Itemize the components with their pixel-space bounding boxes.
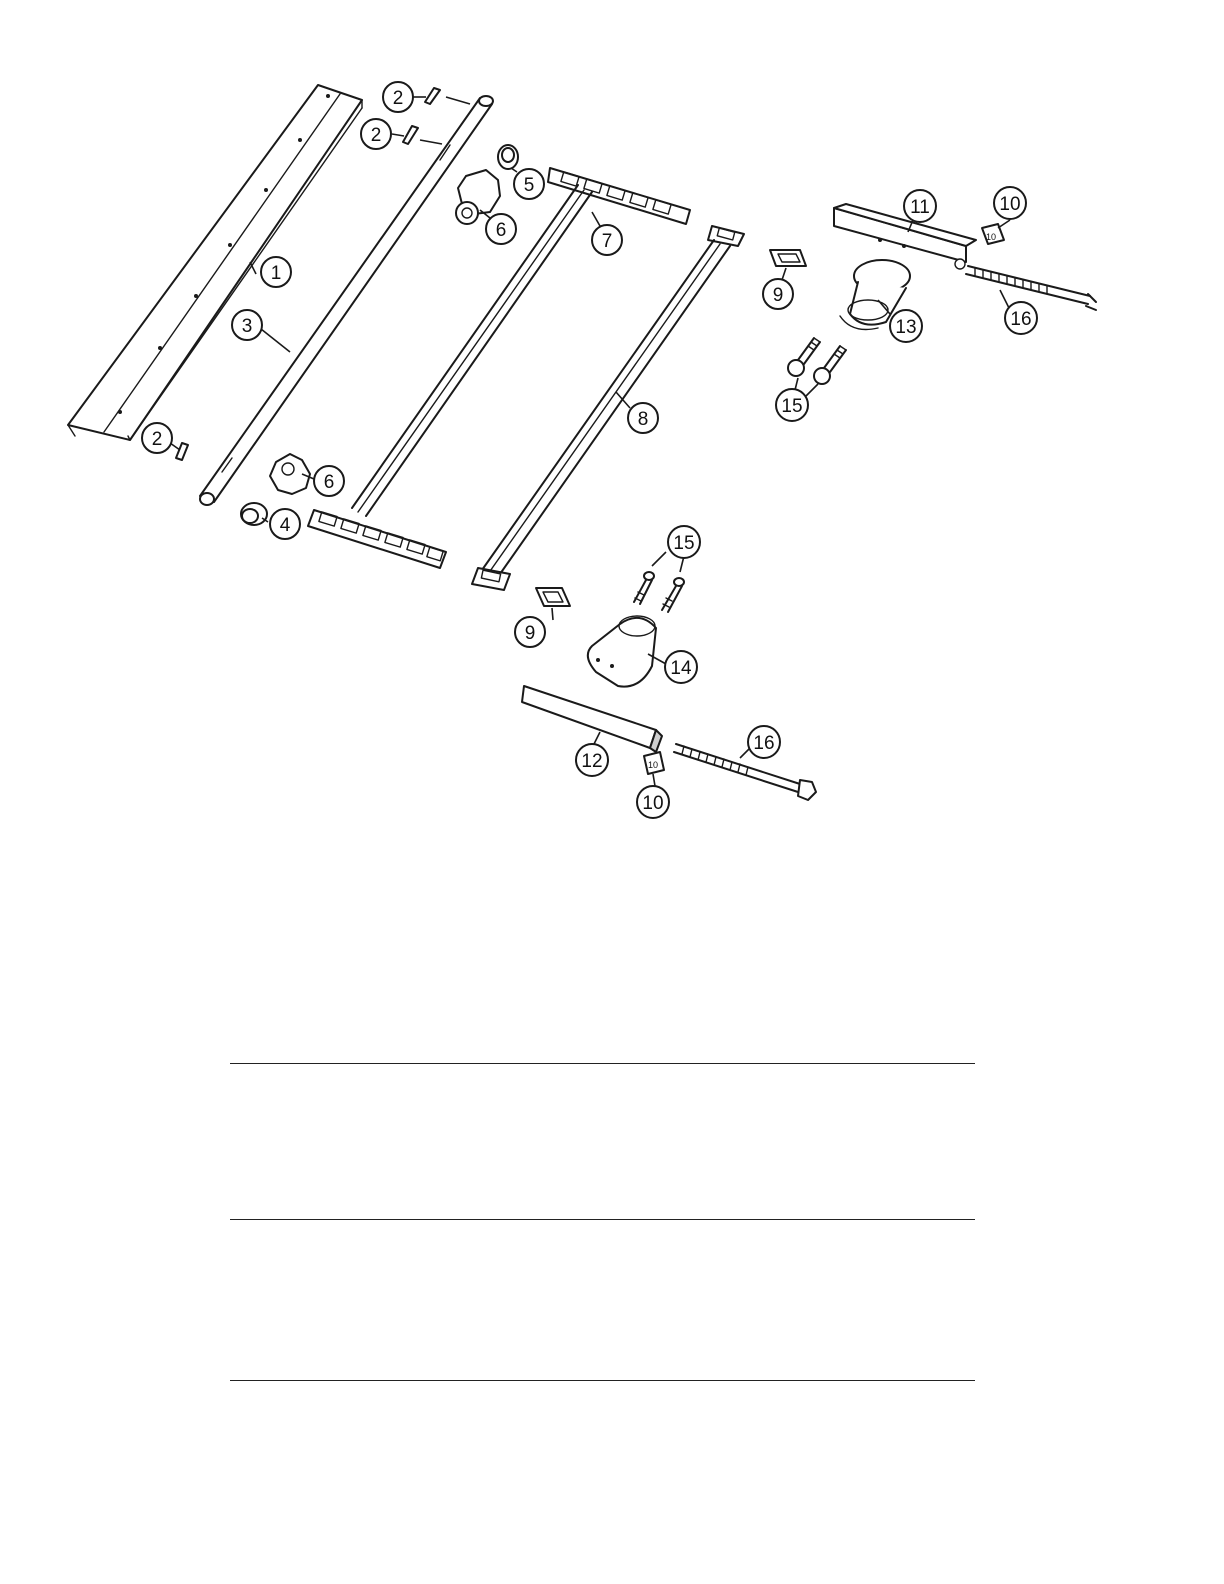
callout-1 (261, 257, 291, 287)
callout-15-upper (776, 389, 808, 421)
part-9-square-washer-top (770, 250, 806, 266)
callout-16-top (1005, 302, 1037, 334)
horizontal-rule-3 (230, 1380, 975, 1381)
callout-15-lower (668, 526, 700, 558)
callout-2-middle (361, 119, 391, 149)
svg-text:8: 8 (637, 409, 649, 430)
part-4-bushing (241, 503, 267, 525)
leader-lines (170, 97, 1010, 786)
callout-2-bottom (142, 423, 172, 453)
part-16-threaded-rod-top (966, 266, 1096, 310)
callout-6-bottom (314, 466, 344, 496)
nut-label-top: 10 (986, 232, 997, 242)
nut-label-bottom: 10 (648, 760, 659, 770)
svg-text:14: 14 (670, 658, 692, 679)
svg-text:12: 12 (581, 751, 603, 772)
svg-text:10: 10 (999, 194, 1021, 215)
callout-8 (628, 403, 658, 433)
part-12-flat-angle (522, 686, 662, 752)
svg-text:15: 15 (781, 396, 803, 417)
svg-text:4: 4 (279, 515, 291, 536)
svg-text:15: 15 (673, 533, 695, 554)
callout-13 (890, 310, 922, 342)
part-15-bolt-lower-left (634, 572, 654, 604)
callout-10-top (994, 187, 1026, 219)
svg-text:5: 5 (523, 175, 535, 196)
part-15-bolt-lower-right (662, 578, 684, 612)
part-3-shaft (200, 96, 493, 505)
svg-text:16: 16 (1010, 309, 1032, 330)
callout-9-top (763, 279, 793, 309)
callout-10-bottom (637, 786, 669, 818)
callout-3 (232, 310, 262, 340)
svg-text:1: 1 (270, 263, 282, 284)
callout-9-bottom (515, 617, 545, 647)
callout-16-bottom (748, 726, 780, 758)
part-15-bolt-upper-right (814, 346, 846, 384)
part-5-bushing (498, 145, 518, 169)
svg-text:16: 16 (753, 733, 775, 754)
part-8-angle-rail (472, 226, 744, 590)
svg-text:7: 7 (601, 231, 613, 252)
part-2-key-bottom (176, 443, 188, 460)
horizontal-rule-2 (230, 1219, 975, 1220)
svg-text:3: 3 (241, 316, 253, 337)
part-10-square-nut-bottom (644, 752, 664, 774)
svg-text:9: 9 (772, 285, 784, 306)
svg-text:2: 2 (370, 125, 382, 146)
part-14-cam (588, 616, 656, 687)
part-2-key-top (425, 88, 440, 104)
horizontal-rule-1 (230, 1063, 975, 1064)
callout-6-top (486, 214, 516, 244)
svg-text:11: 11 (910, 197, 930, 218)
callout-11 (904, 190, 936, 222)
svg-text:9: 9 (524, 623, 536, 644)
callout-4 (270, 509, 300, 539)
part-2-key-middle (403, 126, 418, 144)
callout-5 (514, 169, 544, 199)
callout-2-top (383, 82, 413, 112)
callout-14 (665, 651, 697, 683)
svg-text:6: 6 (495, 220, 507, 241)
svg-text:2: 2 (392, 88, 404, 109)
svg-text:13: 13 (895, 317, 917, 338)
part-9-square-washer-bottom (536, 588, 570, 606)
svg-text:6: 6 (323, 472, 335, 493)
svg-text:10: 10 (642, 793, 664, 814)
svg-text:2: 2 (151, 429, 163, 450)
part-1-angle-channel (68, 85, 362, 440)
callout-12 (576, 744, 608, 776)
callout-7 (592, 225, 622, 255)
